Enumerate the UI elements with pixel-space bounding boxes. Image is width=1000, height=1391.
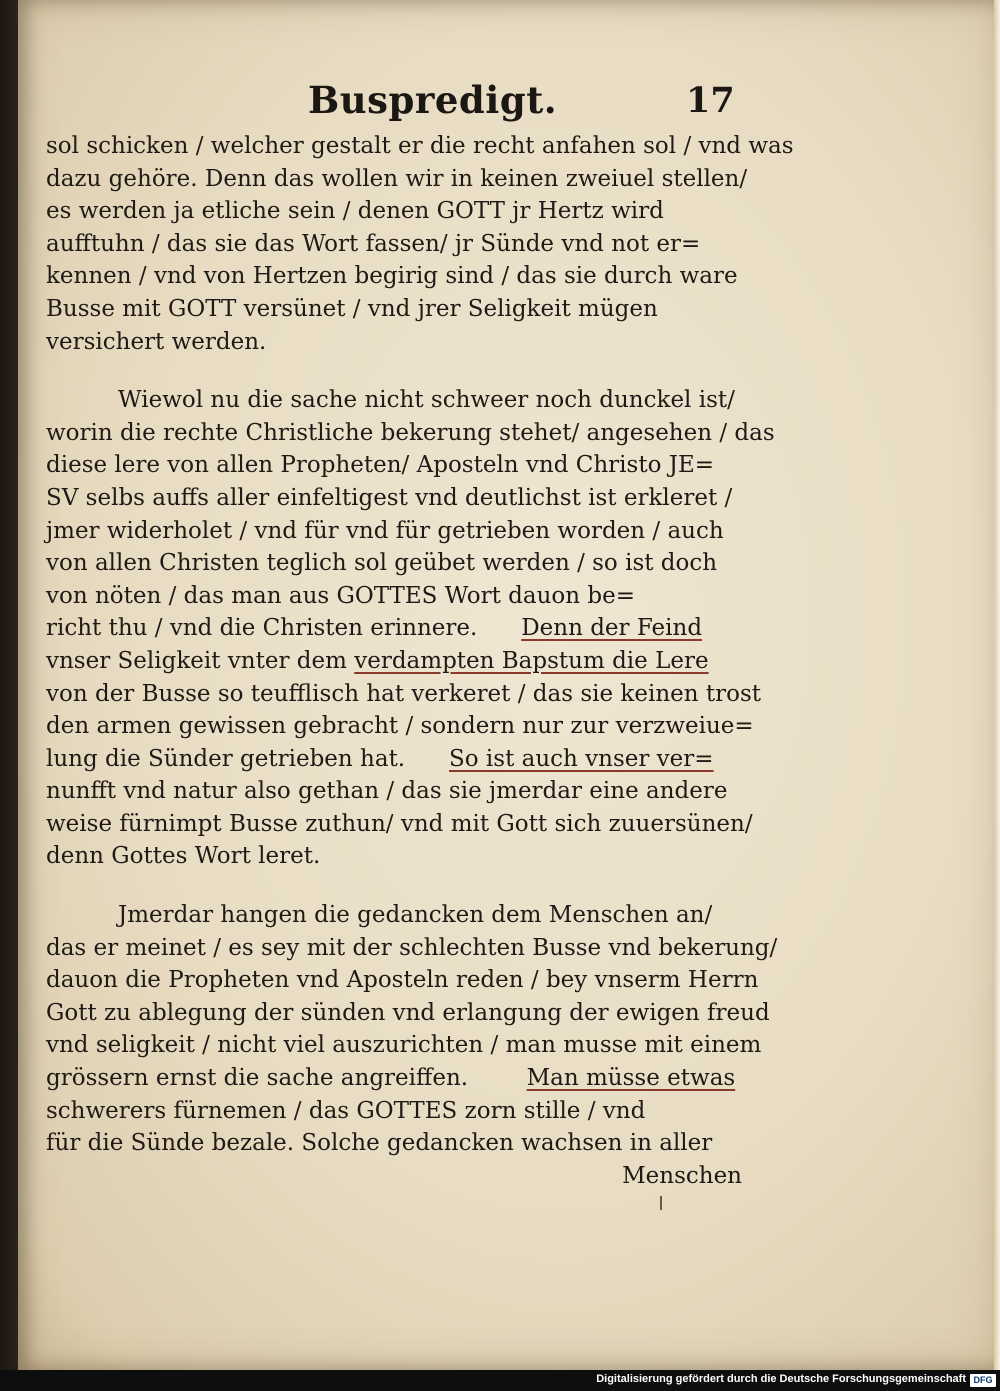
underlined-passage: Man müsse etwas [526, 1065, 736, 1092]
dfg-logo: DFG [970, 1374, 996, 1387]
text-line: weise fürnimpt Busse zuthun/ vnd mit Gott sich zuuersünen/ [46, 810, 753, 837]
text-line: das er meinet / es sey mit der schlechten Busse vnd bekerung/ [46, 934, 778, 961]
paragraph-gap [46, 873, 746, 899]
text-line: sol schicken / welcher gestalt er die recht anfahen sol / vnd was [46, 133, 794, 159]
text-line: Busse mit GOTT versünet / vnd jrer Seligkeit mügen [46, 295, 658, 322]
funding-credit: Digitalisierung gefördert durch die Deutsche Forschungsgemeinschaft [596, 1373, 966, 1385]
text-line: denn Gottes Wort leret. [46, 843, 321, 870]
footer-bar [0, 1370, 1000, 1391]
text-block [46, 130, 794, 1192]
book-page [18, 0, 1000, 1370]
page-edge [994, 0, 1000, 1370]
text-segment: grössern ernst die sache angreiffen. [46, 1065, 469, 1092]
paragraph-1 [46, 130, 794, 358]
text-line: Gott zu ablegung der sünden vnd erlangung der ewigen freud [46, 999, 770, 1026]
text-line: dauon die Propheten vnd Aposteln reden / bey vnserm Herrn [46, 967, 759, 994]
text-line: von der Busse so teufflisch hat verkeret / das sie keinen trost [46, 680, 761, 707]
underlined-passage: verdampten Bapstum die Lere [354, 647, 709, 674]
text-line: worin die rechte Christliche bekerung stehet/ angesehen / das [46, 419, 775, 446]
text-segment: lung die Sünder getrieben hat. [46, 745, 406, 772]
text-line: versichert werden. [46, 328, 267, 355]
text-line: Wiewol nu die sache nicht schweer noch dunckel ist/ [118, 387, 735, 414]
underlined-passage: So ist auch vnser ver= [449, 745, 714, 772]
page-header [18, 78, 1000, 128]
text-line: von allen Christen teglich sol geübet werden / so ist doch [46, 550, 718, 577]
text-line: den armen gewissen gebracht / sondern nur zur verzweiue= [46, 713, 754, 740]
text-line: diese lere von allen Propheten/ Aposteln vnd Christo JE= [46, 452, 715, 479]
text-line: kennen / vnd von Hertzen begirig sind / das sie durch ware [46, 263, 738, 290]
text-line: es werden ja etliche sein / denen GOTT jr Hertz wird [46, 198, 664, 225]
text-line: dazu gehöre. Denn das wollen wir in keinen zweiuel stellen/ [46, 165, 748, 192]
text-line: schwerers fürnemen / das GOTTES zorn stille / vnd [46, 1097, 646, 1124]
text-segment: richt thu / vnd die Christen erinnere. [46, 615, 478, 642]
text-line: Jmerdar hangen die gedancken dem Menschen an/ [118, 902, 713, 929]
paragraph-3 [46, 899, 778, 1160]
text-line [46, 645, 746, 678]
text-line: aufftuhn / das sie das Wort fassen/ jr Sünde vnd not er= [46, 230, 701, 257]
underlined-passage: Denn der Feind [521, 615, 703, 642]
catchword: Menschen [622, 1162, 742, 1189]
text-line [46, 1062, 746, 1095]
text-line: SV selbs auffs aller einfeltigest vnd deutlichst ist erkleret / [46, 484, 733, 511]
ink-mark [660, 1196, 662, 1210]
paragraph-2 [46, 384, 775, 873]
text-line: jmer widerholet / vnd für vnd für getrieben worden / auch [46, 517, 724, 544]
text-line [46, 612, 746, 645]
page-number: 17 [686, 80, 735, 121]
running-head: Buspredigt. [308, 78, 558, 122]
text-line [46, 743, 746, 776]
text-segment: vnser Seligkeit vnter dem [46, 647, 355, 674]
text-line: von nöten / das man aus GOTTES Wort dauon be= [46, 582, 635, 609]
text-line: für die Sünde bezale. Solche gedancken wachsen in aller [46, 1130, 713, 1157]
text-line: vnd seligkeit / nicht viel auszurichten / man musse mit einem [46, 1032, 762, 1059]
text-line: nunfft vnd natur also gethan / das sie jmerdar eine andere [46, 778, 728, 805]
paragraph-gap [46, 358, 746, 384]
